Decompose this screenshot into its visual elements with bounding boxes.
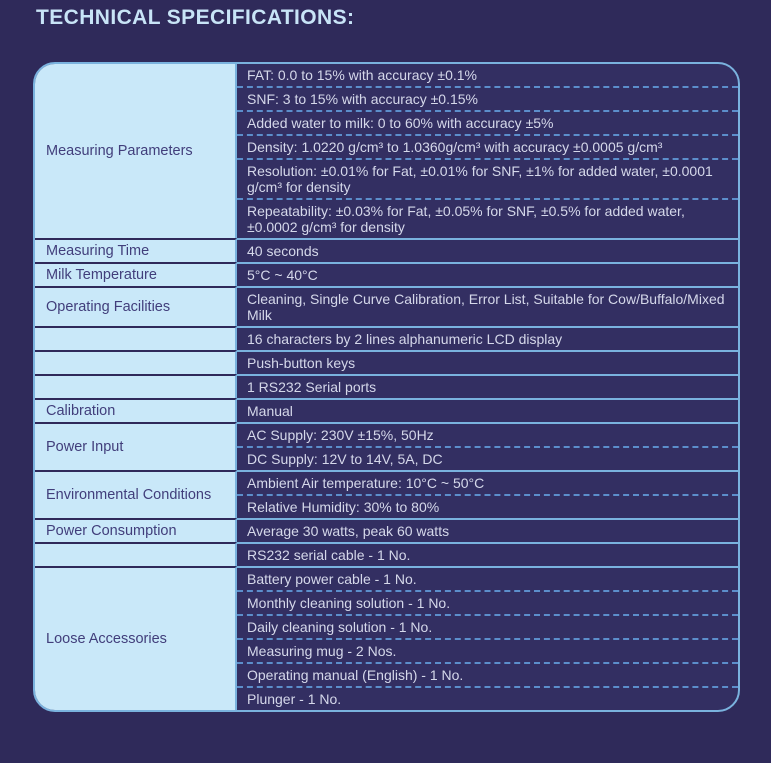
spec-value-stack: [237, 398, 738, 422]
spec-value-cell: Added water to milk: 0 to 60% with accuracy ±5%: [237, 110, 738, 134]
spec-row: [35, 350, 738, 374]
spec-label-cell: Power Consumption: [35, 518, 237, 542]
spec-label-cell: Measuring Time: [35, 238, 237, 262]
spec-value-stack: [237, 470, 738, 518]
spec-value-stack: [237, 326, 738, 350]
spec-value-cell: 5°C ~ 40°C: [247, 267, 318, 283]
spec-value-stack: [237, 262, 738, 286]
spec-row: [35, 286, 738, 326]
spec-row: [35, 422, 738, 470]
spec-value-cell: RS232 serial cable - 1 No.: [247, 547, 411, 563]
spec-value-cell: Repeatability: ±0.03% for Fat, ±0.05% for SNF, ±0.5% for added water, ±0.0002 g/cm³ for density: [237, 198, 738, 238]
page-title: TECHNICAL SPECIFICATIONS:: [36, 6, 355, 29]
spec-label-cell: Environmental Conditions: [35, 470, 237, 518]
spec-value-cell: 1 RS232 Serial ports: [247, 379, 377, 395]
spec-label-cell: [35, 326, 237, 350]
spec-value-stack: [237, 374, 738, 398]
spec-table: [33, 62, 740, 712]
spec-label-cell: [35, 350, 237, 374]
spec-value-cell: DC Supply: 12V to 14V, 5A, DC: [237, 446, 738, 470]
spec-value-stack: [237, 350, 738, 374]
spec-value-stack: [237, 542, 738, 566]
spec-label-cell: Power Input: [35, 422, 237, 470]
spec-row: [35, 542, 738, 566]
spec-row: [35, 262, 738, 286]
spec-value-stack: [237, 64, 738, 238]
spec-value-cell: Measuring mug - 2 Nos.: [237, 638, 738, 662]
spec-label-cell: Calibration: [35, 398, 237, 422]
spec-label-cell: Milk Temperature: [35, 262, 237, 286]
spec-value-cell: Resolution: ±0.01% for Fat, ±0.01% for SNF, ±1% for added water, ±0.0001 g/cm³ for density: [237, 158, 738, 198]
spec-row: [35, 398, 738, 422]
spec-row: [35, 64, 738, 238]
spec-value-cell: Manual: [247, 403, 293, 419]
spec-row: [35, 518, 738, 542]
spec-value-cell: Average 30 watts, peak 60 watts: [247, 523, 450, 539]
spec-label-cell: Loose Accessories: [35, 566, 237, 710]
spec-value-stack: [237, 286, 738, 326]
spec-value-cell: Daily cleaning solution - 1 No.: [237, 614, 738, 638]
spec-value-cell: Plunger - 1 No.: [237, 686, 738, 710]
spec-row: [35, 470, 738, 518]
spec-value-stack: [237, 518, 738, 542]
spec-label-cell: [35, 542, 237, 566]
spec-row: [35, 326, 738, 350]
spec-row: [35, 374, 738, 398]
spec-value-cell: FAT: 0.0 to 15% with accuracy ±0.1%: [247, 67, 477, 83]
spec-value-cell: Battery power cable - 1 No.: [247, 571, 417, 587]
spec-value-cell: 40 seconds: [247, 243, 319, 259]
spec-label-cell: Operating Facilities: [35, 286, 237, 326]
spec-value-stack: [237, 422, 738, 470]
spec-value-cell: Cleaning, Single Curve Calibration, Error List, Suitable for Cow/Buffalo/Mixed Milk: [247, 291, 725, 323]
spec-row: [35, 566, 738, 710]
spec-value-cell: Monthly cleaning solution - 1 No.: [237, 590, 738, 614]
spec-value-cell: Ambient Air temperature: 10°C ~ 50°C: [247, 475, 485, 491]
spec-value-cell: Push-button keys: [247, 355, 356, 371]
spec-value-cell: Operating manual (English) - 1 No.: [237, 662, 738, 686]
spec-row: [35, 238, 738, 262]
spec-value-cell: Relative Humidity: 30% to 80%: [237, 494, 738, 518]
spec-value-cell: 16 characters by 2 lines alphanumeric LCD display: [247, 331, 563, 347]
spec-label-cell: [35, 374, 237, 398]
spec-value-cell: AC Supply: 230V ±15%, 50Hz: [247, 427, 434, 443]
spec-value-cell: SNF: 3 to 15% with accuracy ±0.15%: [237, 86, 738, 110]
spec-value-stack: [237, 566, 738, 710]
spec-label-cell: Measuring Parameters: [35, 64, 237, 238]
spec-value-stack: [237, 238, 738, 262]
spec-value-cell: Density: 1.0220 g/cm³ to 1.0360g/cm³ with accuracy ±0.0005 g/cm³: [237, 134, 738, 158]
